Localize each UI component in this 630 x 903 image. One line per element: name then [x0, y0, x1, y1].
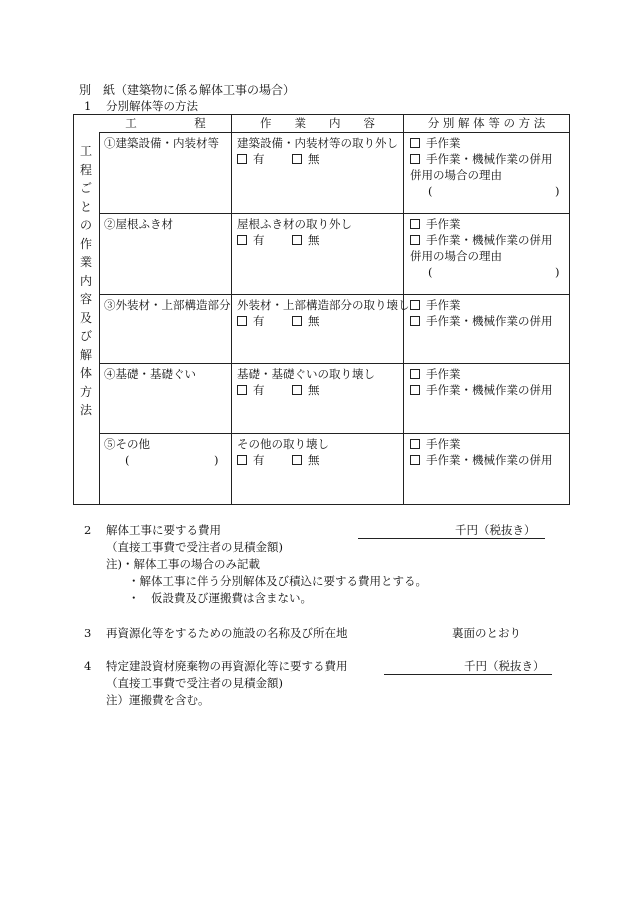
section-2-number: 2 — [84, 523, 92, 537]
row3-method-combined[interactable]: 手作業・機械作業の併用 — [410, 313, 553, 329]
section-2-note-label: 注)・解体工事の場合のみ記載 — [106, 557, 260, 571]
section-3-value: 裏面のとおり — [452, 626, 521, 640]
row1-yes-checkbox[interactable] — [237, 154, 247, 164]
table-row-rule-3 — [99, 363, 570, 364]
row1-manual-checkbox[interactable] — [410, 138, 420, 148]
col-header-method: 分 別 解 体 等 の 方 法 — [427, 116, 546, 130]
section-2-amount-underline — [358, 538, 545, 539]
table-border-right — [569, 114, 570, 505]
row2-reason-close: ) — [555, 265, 560, 279]
row1-process: ①建築設備・内装材等 — [104, 136, 219, 150]
row4-no-option[interactable]: 無 — [292, 382, 320, 398]
row2-manual-checkbox[interactable] — [410, 219, 420, 229]
vertical-row-label: 工程ごとの作業内容及び解体方法 — [79, 144, 92, 417]
table-divider-col1 — [231, 114, 232, 505]
row3-no-option[interactable]: 無 — [292, 313, 320, 329]
section-2-note-2: ・ 仮設費及び運搬費は含まない。 — [128, 591, 312, 605]
row1-no-option[interactable]: 無 — [292, 151, 320, 167]
table-row-rule-4 — [99, 433, 570, 434]
section-3-number: 3 — [84, 626, 92, 640]
row3-yes-checkbox[interactable] — [237, 316, 247, 326]
row5-yes-option[interactable]: 有 — [237, 452, 265, 468]
section-3-title: 再資源化等をするための施設の名称及び所在地 — [106, 626, 348, 640]
row3-yes-option[interactable]: 有 — [237, 313, 265, 329]
row3-combined-checkbox[interactable] — [410, 316, 420, 326]
row2-yes-option[interactable]: 有 — [237, 232, 265, 248]
row2-work: 屋根ふき材の取り外し — [237, 217, 352, 231]
section-4-note: 注）運搬費を含む。 — [106, 693, 210, 707]
section-1-number: 1 — [84, 99, 92, 113]
row4-yes-option[interactable]: 有 — [237, 382, 265, 398]
row4-yes-checkbox[interactable] — [237, 385, 247, 395]
table-row-rule-2 — [99, 294, 570, 295]
row1-method-manual[interactable]: 手作業 — [410, 135, 461, 151]
row3-process: ③外装材・上部構造部分 — [104, 298, 231, 312]
row2-no-option[interactable]: 無 — [292, 232, 320, 248]
row1-method-combined[interactable]: 手作業・機械作業の併用 — [410, 151, 553, 167]
section-2-title: 解体工事に要する費用 — [106, 523, 221, 537]
row5-yes-checkbox[interactable] — [237, 455, 247, 465]
document-title: 別 紙（建築物に係る解体工事の場合） — [79, 83, 296, 97]
row4-method-combined[interactable]: 手作業・機械作業の併用 — [410, 382, 553, 398]
row5-combined-checkbox[interactable] — [410, 455, 420, 465]
section-4-number: 4 — [84, 659, 92, 673]
row2-method-combined[interactable]: 手作業・機械作業の併用 — [410, 232, 553, 248]
row2-reason-open: ( — [428, 265, 433, 279]
row5-method-combined[interactable]: 手作業・機械作業の併用 — [410, 452, 553, 468]
row2-no-checkbox[interactable] — [292, 235, 302, 245]
row5-process-paren-open: ( — [125, 453, 130, 467]
section-2-note-1: ・解体工事に伴う分別解体及び積込に要する費用とする。 — [128, 574, 427, 588]
section-4-title: 特定建設資材廃棄物の再資源化等に要する費用 — [106, 659, 348, 673]
row5-method-manual[interactable]: 手作業 — [410, 436, 461, 452]
section-1-title: 分別解体等の方法 — [106, 99, 198, 113]
table-border-bottom — [73, 504, 570, 505]
table-border-left — [73, 114, 74, 505]
row5-work: その他の取り壊し — [237, 437, 329, 451]
row4-no-checkbox[interactable] — [292, 385, 302, 395]
row1-work: 建築設備・内装材等の取り外し — [237, 136, 398, 150]
row2-yes-checkbox[interactable] — [237, 235, 247, 245]
row1-reason-label: 併用の場合の理由 — [410, 168, 502, 182]
table-divider-label — [99, 132, 100, 505]
row3-method-manual[interactable]: 手作業 — [410, 297, 461, 313]
row5-manual-checkbox[interactable] — [410, 439, 420, 449]
row4-manual-checkbox[interactable] — [410, 369, 420, 379]
row5-process-paren-close: ) — [214, 453, 219, 467]
row4-process: ④基礎・基礎ぐい — [104, 367, 196, 381]
row2-process: ②屋根ふき材 — [104, 217, 173, 231]
row3-manual-checkbox[interactable] — [410, 300, 420, 310]
section-4-amount-underline — [384, 674, 552, 675]
section-4-amount-unit[interactable]: 千円（税抜き） — [464, 659, 545, 673]
row4-work: 基礎・基礎ぐいの取り壊し — [237, 367, 375, 381]
section-2-subtitle: （直接工事費で受注者の見積金額) — [106, 540, 283, 554]
row2-method-manual[interactable]: 手作業 — [410, 216, 461, 232]
row4-combined-checkbox[interactable] — [410, 385, 420, 395]
row2-reason-label: 併用の場合の理由 — [410, 249, 502, 263]
row3-no-checkbox[interactable] — [292, 316, 302, 326]
col-header-work: 作 業 内 容 — [260, 116, 375, 130]
row5-no-option[interactable]: 無 — [292, 452, 320, 468]
row5-process: ⑤その他 — [104, 437, 150, 451]
section-4-subtitle: （直接工事費で受注者の見積金額) — [106, 676, 283, 690]
row1-no-checkbox[interactable] — [292, 154, 302, 164]
row4-method-manual[interactable]: 手作業 — [410, 366, 461, 382]
row1-yes-option[interactable]: 有 — [237, 151, 265, 167]
row1-reason-close: ) — [555, 184, 560, 198]
table-header-rule — [99, 132, 570, 133]
section-2-amount-unit[interactable]: 千円（税抜き） — [455, 523, 536, 537]
row1-combined-checkbox[interactable] — [410, 154, 420, 164]
row5-no-checkbox[interactable] — [292, 455, 302, 465]
row2-combined-checkbox[interactable] — [410, 235, 420, 245]
col-header-process: 工 程 — [125, 116, 206, 130]
row3-work: 外装材・上部構造部分の取り壊し — [237, 298, 410, 312]
table-row-rule-1 — [99, 213, 570, 214]
row1-reason-open: ( — [428, 184, 433, 198]
